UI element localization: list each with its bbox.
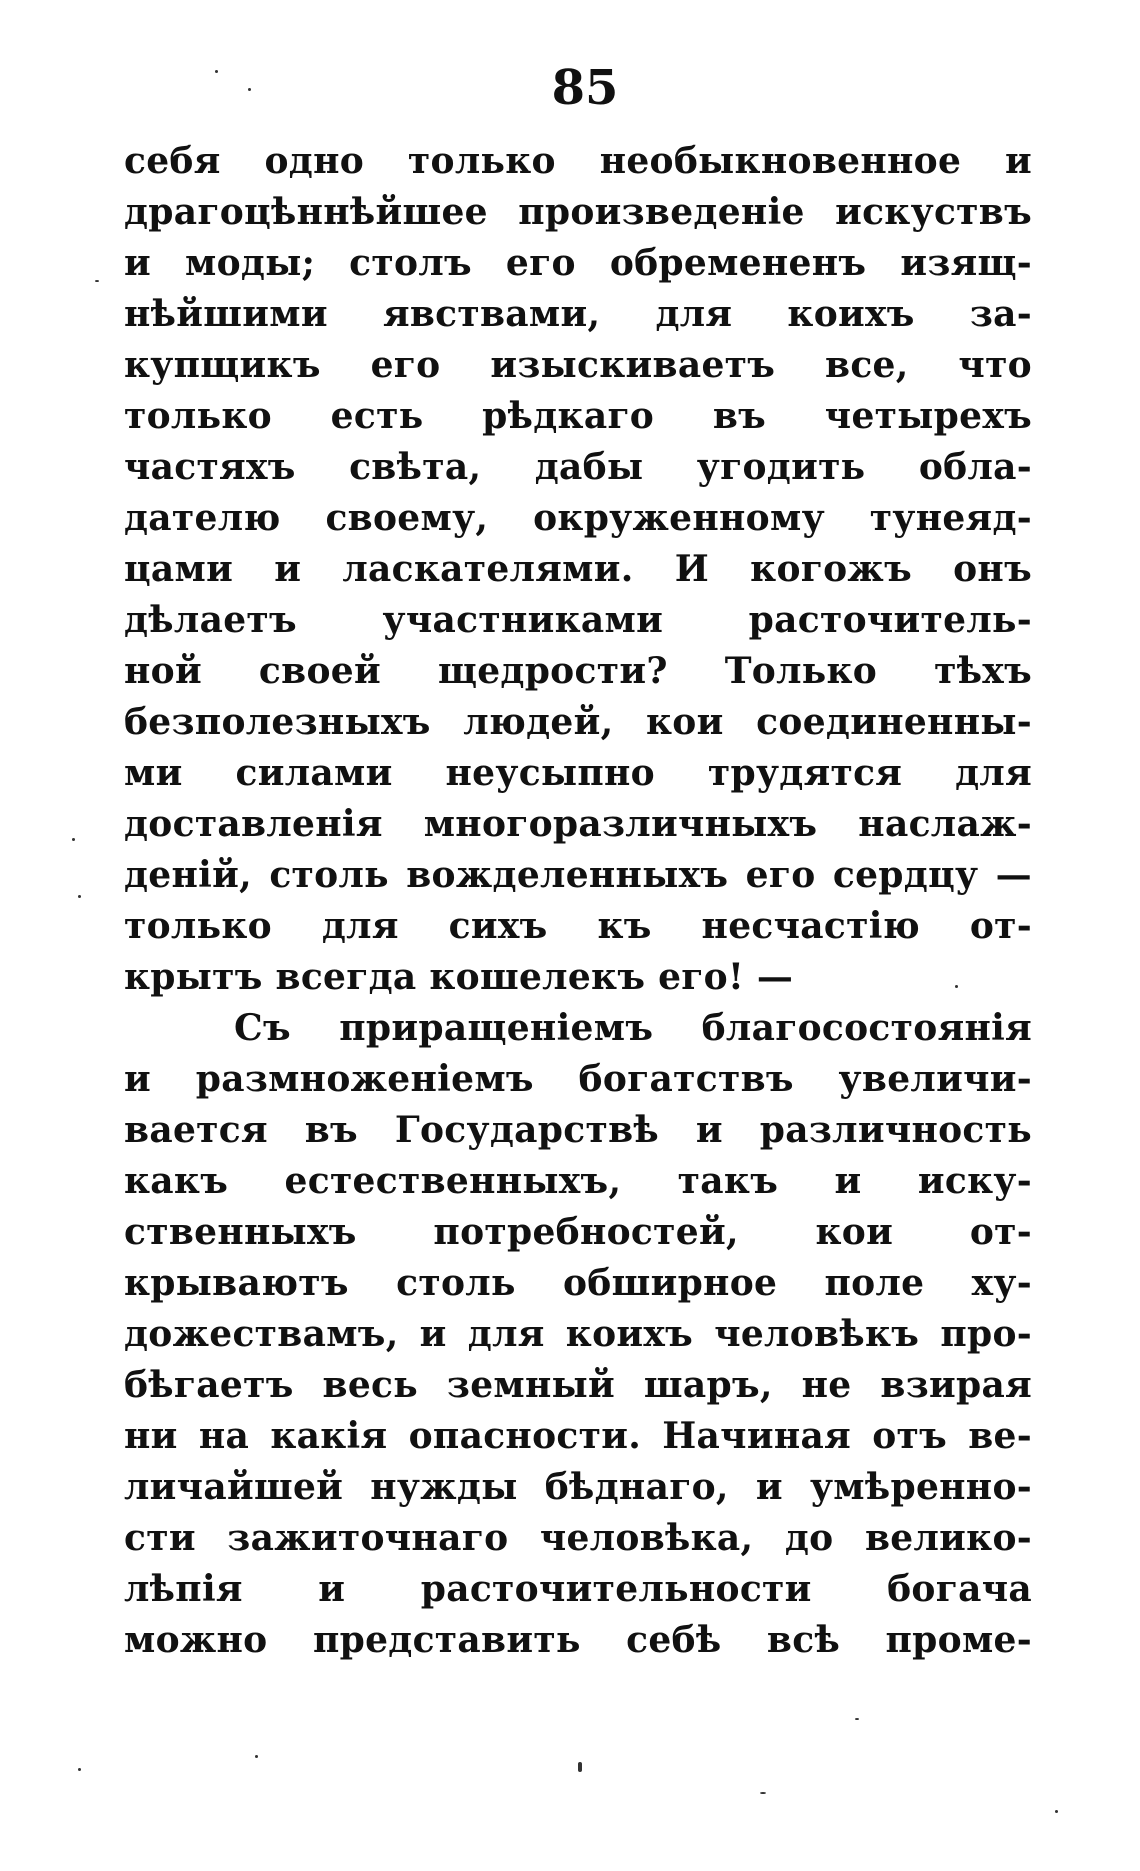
text-line: дѣлаетъ участниками расточитель- (124, 599, 1032, 641)
text-line: и моды; столъ его обремененъ изящ- (124, 242, 1032, 284)
scan-speck (95, 280, 99, 282)
scan-speck (78, 1768, 81, 1771)
body-text (124, 136, 1032, 1666)
scan-speck (248, 88, 251, 91)
text-line: сти зажиточнаго человѣка, до велико- (124, 1517, 1032, 1559)
scan-speck (215, 70, 218, 73)
scan-speck (72, 838, 75, 841)
text-line: только есть рѣдкаго въ четырехъ (124, 395, 1032, 437)
text-line: дателю своему, окруженному тунеяд- (124, 497, 1032, 539)
scan-speck (1055, 1810, 1058, 1813)
text-line: ни на какiя опасности. Начиная отъ ве- (124, 1415, 1032, 1457)
scan-speck (760, 1792, 766, 1794)
scan-speck (78, 895, 81, 898)
text-line: крываютъ столь обширное поле ху- (124, 1262, 1032, 1304)
text-line: ми силами неусыпно трудятся для (124, 752, 1032, 794)
text-line: вается въ Государствѣ и различность (124, 1109, 1032, 1151)
text-line: дожествамъ, и для коихъ человѣкъ про- (124, 1313, 1032, 1355)
text-line: бѣгаетъ весь земный шаръ, не взирая (124, 1364, 1032, 1406)
text-line: только для сихъ къ несчастiю от- (124, 905, 1032, 947)
scan-speck (855, 1718, 859, 1720)
text-line: можно представить себѣ всѣ проме- (124, 1619, 1032, 1661)
text-line: частяхъ свѣта, дабы угодить обла- (124, 446, 1032, 488)
text-line: доставленiя многоразличныхъ наслаж- (124, 803, 1032, 845)
text-line: цами и ласкателями. И когожъ онъ (124, 548, 1032, 590)
text-line: драгоцѣннѣйшее произведенiе искуствъ (124, 191, 1032, 233)
text-line: лѣпiя и расточительности богача (124, 1568, 1032, 1610)
scan-speck (955, 985, 958, 988)
text-line: ственныхъ потребностей, кои от- (124, 1211, 1032, 1253)
scan-speck (255, 1755, 258, 1758)
text-line: и размноженiемъ богатствъ увеличи- (124, 1058, 1032, 1100)
text-line: нѣйшими явствами, для коихъ за- (124, 293, 1032, 335)
scan-speck (578, 1762, 582, 1772)
paragraph-start-line: Съ приращенiемъ благосостоянiя (234, 1007, 1032, 1049)
page-number: 85 (551, 60, 619, 116)
text-line: ной своей щедрости? Только тѣхъ (124, 650, 1032, 692)
text-line: какъ естественныхъ, такъ и иску- (124, 1160, 1032, 1202)
paragraph-end-line: крытъ всегда кошелекъ его! — (124, 956, 794, 998)
text-line: купщикъ его изыскиваетъ все, что (124, 344, 1032, 386)
text-line: себя одно только необыкновенное и (124, 140, 1032, 182)
text-line: денiй, столь вожделенныхъ его сердцу — (124, 854, 1032, 896)
text-line: личайшей нужды бѣднаго, и умѣренно- (124, 1466, 1032, 1508)
text-line: безполезныхъ людей, кои соединенны- (124, 701, 1032, 743)
